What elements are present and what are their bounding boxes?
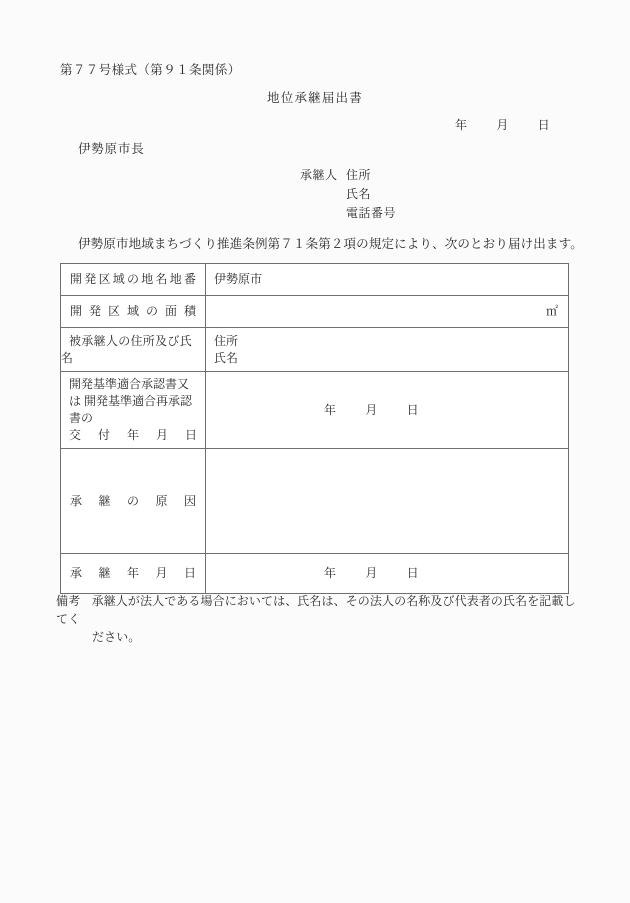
value-cell-area[interactable]	[206, 296, 569, 328]
label-cell-reason	[61, 449, 206, 554]
table-row-reason	[61, 449, 569, 554]
table-row-location	[61, 264, 569, 296]
predecessor-fields	[206, 329, 568, 371]
applicant-label: 承継人	[300, 168, 338, 182]
label-approval-line3: 交付年月日	[69, 428, 197, 442]
header-date-month: 月	[496, 118, 509, 132]
label-approval-line2: 開発基準適合再承認書の	[69, 394, 193, 425]
notification-table	[60, 263, 569, 594]
form-number: 第７７号様式（第９１条関係）	[60, 63, 241, 77]
remarks-text-line2: ださい。	[92, 630, 141, 644]
succession-date-day: 日	[406, 566, 419, 580]
label-approval-date	[61, 372, 205, 448]
value-cell-location[interactable]	[206, 264, 569, 296]
applicant-block	[300, 166, 396, 223]
table-row-predecessor	[61, 328, 569, 372]
label-predecessor: 被承継人の住所及び氏名	[61, 333, 193, 365]
table-row-area	[61, 296, 569, 328]
table-row-approval-date	[61, 372, 569, 449]
header-date-day: 日	[537, 118, 550, 132]
applicant-field-phone: 電話番号	[346, 206, 397, 220]
label-location: 開発区域の地名地番	[70, 272, 196, 286]
header-date-year: 年	[455, 118, 468, 132]
applicant-field-name: 氏名	[346, 187, 372, 201]
value-cell-predecessor[interactable]	[206, 328, 569, 372]
unit-square-meter: ㎡	[545, 304, 558, 318]
approval-date-year: 年	[324, 402, 337, 417]
label-reason: 承継の原因	[70, 493, 196, 508]
predecessor-address-label: 住所	[214, 333, 239, 348]
addressee: 伊勢原市長	[78, 142, 145, 156]
approval-date-day: 日	[406, 402, 419, 417]
remarks-text-line1: 承継人が法人である場合においては、氏名は、その法人の名称及び代表者の氏名を記載してく	[56, 594, 576, 626]
header-date-line	[455, 116, 550, 133]
value-location: 伊勢原市	[214, 272, 263, 286]
approval-date-month: 月	[365, 402, 378, 417]
label-cell-predecessor	[61, 328, 206, 372]
label-cell-area	[61, 296, 206, 328]
document-title: 地位承継届出書	[267, 91, 363, 105]
remarks-label: 備考	[56, 594, 81, 608]
value-cell-approval-date[interactable]	[206, 372, 569, 449]
predecessor-name-label: 氏名	[214, 350, 239, 365]
label-approval-line1: 開発基準適合承認書又は	[69, 377, 190, 408]
remarks-note	[56, 592, 586, 646]
applicant-row-phone	[300, 204, 396, 223]
table-row-succession-date	[61, 554, 569, 594]
label-cell-location	[61, 264, 206, 296]
label-area: 開発区域の面積	[70, 304, 196, 318]
ordinance-statement: 伊勢原市地域まちづくり推進条例第７１条第２項の規定により、次のとおり届け出ます。	[78, 237, 583, 251]
label-succession-date: 承継年月日	[70, 566, 196, 580]
succession-date-year: 年	[324, 566, 337, 580]
label-cell-approval-date	[61, 372, 206, 449]
succession-date-line	[206, 565, 568, 582]
applicant-field-address: 住所	[346, 168, 372, 182]
label-cell-succession-date	[61, 554, 206, 594]
succession-date-month: 月	[365, 566, 378, 580]
value-cell-reason[interactable]	[206, 449, 569, 554]
applicant-row-address	[300, 166, 396, 185]
value-cell-succession-date[interactable]	[206, 554, 569, 594]
approval-date-line	[206, 402, 568, 419]
applicant-row-name	[300, 185, 396, 204]
